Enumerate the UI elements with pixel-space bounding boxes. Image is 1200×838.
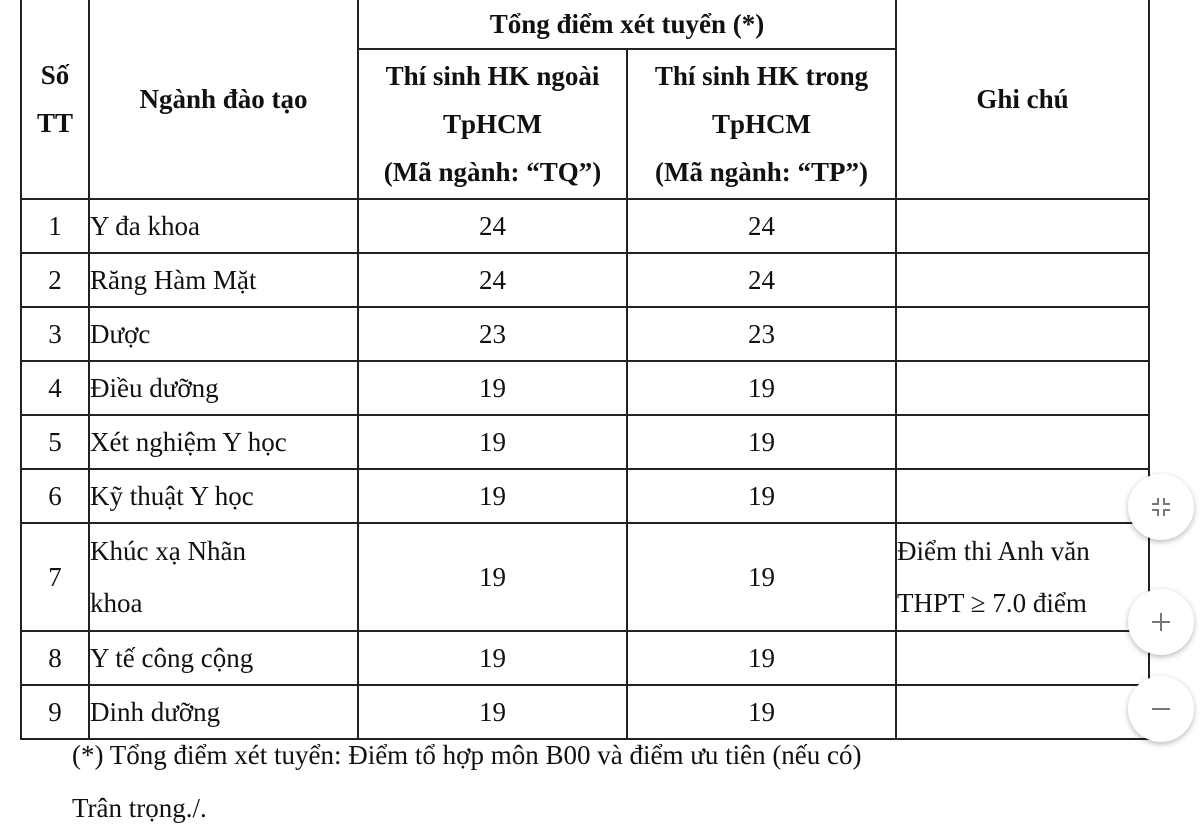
table-row <box>21 415 1149 469</box>
zoom-in-button[interactable] <box>1128 589 1194 655</box>
row-score-tp: 19 <box>627 469 896 523</box>
table-row <box>21 199 1149 253</box>
row-stt: 4 <box>21 361 89 415</box>
row-major: Y đa khoa <box>89 199 358 253</box>
row-major: Răng Hàm Mặt <box>89 253 358 307</box>
row-stt: 5 <box>21 415 89 469</box>
row-note <box>896 685 1149 739</box>
header-stt: Số TT <box>21 0 89 199</box>
row-stt: 7 <box>21 523 89 631</box>
row-major: Điều dưỡng <box>89 361 358 415</box>
row-major: Xét nghiệm Y học <box>89 415 358 469</box>
row-score-tq: 24 <box>358 199 627 253</box>
row-score-tp: 19 <box>627 685 896 739</box>
row-score-tq: 23 <box>358 307 627 361</box>
row-score-tp: 19 <box>627 415 896 469</box>
row-stt: 1 <box>21 199 89 253</box>
plus-icon <box>1149 610 1173 634</box>
row-major: Y tế công cộng <box>89 631 358 685</box>
row-score-tp: 19 <box>627 361 896 415</box>
row-score-tq: 19 <box>358 523 627 631</box>
row-stt: 9 <box>21 685 89 739</box>
collapse-icon <box>1149 495 1173 519</box>
header-outside-hcm: Thí sinh HK ngoài TpHCM (Mã ngành: “TQ”) <box>358 49 627 199</box>
admission-score-table <box>20 0 1150 740</box>
table-row <box>21 469 1149 523</box>
row-stt: 2 <box>21 253 89 307</box>
table-row <box>21 307 1149 361</box>
row-major: Dinh dưỡng <box>89 685 358 739</box>
row-score-tq: 19 <box>358 469 627 523</box>
table-row <box>21 361 1149 415</box>
row-score-tp: 23 <box>627 307 896 361</box>
row-major: Dược <box>89 307 358 361</box>
row-note <box>896 415 1149 469</box>
zoom-out-button[interactable] <box>1128 676 1194 742</box>
closing-text: Trân trọng./. <box>72 793 207 823</box>
row-note <box>896 253 1149 307</box>
header-total-score: Tổng điểm xét tuyển (*) <box>358 0 896 49</box>
row-score-tq: 19 <box>358 631 627 685</box>
row-score-tq: 19 <box>358 415 627 469</box>
row-note <box>896 469 1149 523</box>
minus-icon <box>1149 697 1173 721</box>
row-major: Kỹ thuật Y học <box>89 469 358 523</box>
row-note <box>896 361 1149 415</box>
table-row <box>21 253 1149 307</box>
header-inside-hcm: Thí sinh HK trong TpHCM (Mã ngành: “TP”) <box>627 49 896 199</box>
row-score-tp: 19 <box>627 631 896 685</box>
row-score-tq: 24 <box>358 253 627 307</box>
collapse-button[interactable] <box>1128 474 1194 540</box>
table-row <box>21 523 1149 631</box>
row-note <box>896 307 1149 361</box>
table-row <box>21 631 1149 685</box>
footnote: (*) Tổng điểm xét tuyển: Điểm tổ hợp môn B00 và điểm ưu tiên (nếu có) <box>72 740 862 770</box>
table-row <box>21 685 1149 739</box>
header-note: Ghi chú <box>896 0 1149 199</box>
row-note: Điểm thi Anh văn THPT ≥ 7.0 điểm <box>896 523 1149 631</box>
row-score-tq: 19 <box>358 361 627 415</box>
row-score-tp: 19 <box>627 523 896 631</box>
row-note <box>896 199 1149 253</box>
row-stt: 3 <box>21 307 89 361</box>
row-note <box>896 631 1149 685</box>
row-stt: 6 <box>21 469 89 523</box>
row-score-tp: 24 <box>627 199 896 253</box>
row-score-tq: 19 <box>358 685 627 739</box>
row-major: Khúc xạ Nhãn khoa <box>89 523 358 631</box>
header-major: Ngành đào tạo <box>89 0 358 199</box>
row-score-tp: 24 <box>627 253 896 307</box>
row-stt: 8 <box>21 631 89 685</box>
